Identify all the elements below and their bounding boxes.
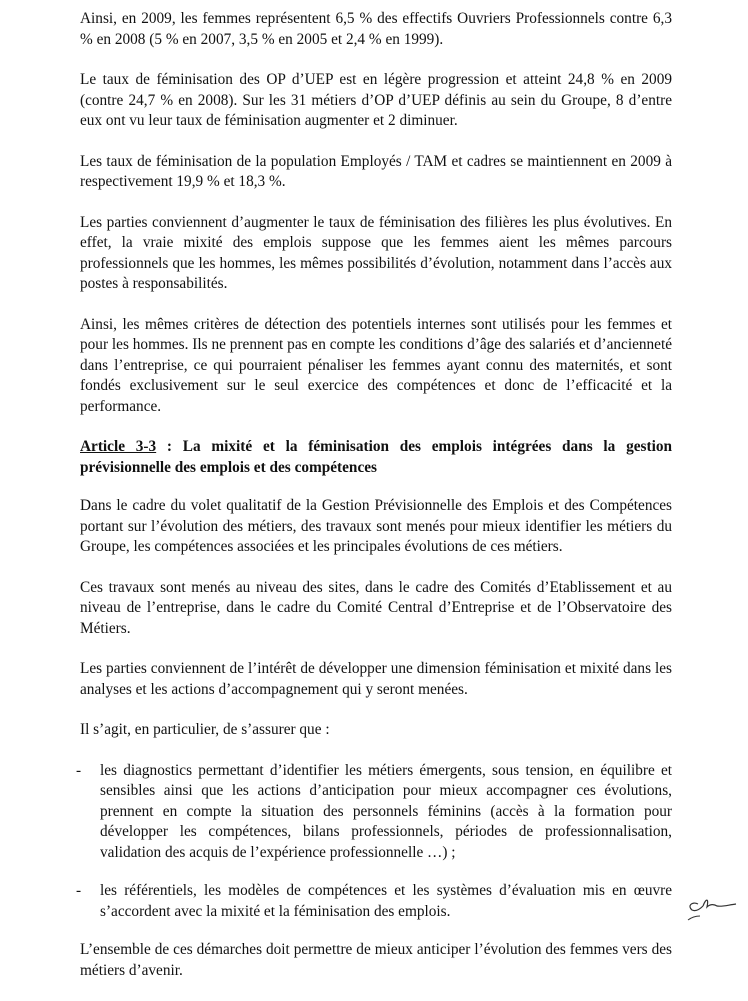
list-bullet: - — [76, 761, 82, 779]
paragraph-filieres-evolutives: Les parties conviennent d’augmenter le taux de féminisation des filières les plus évolutives. En effet, la vraie mixité des emplois suppose que les femmes aient les mêmes parcours professionnels que les hommes, les mêmes possibilités d’évolution, notamment dans l’accès aux postes à responsabilités. — [80, 213, 672, 292]
list-item-text: les diagnostics permettant d’identifier les métiers émergents, sous tension, en équilibre et sensibles ainsi que les actions d’anticipation pour mieux accompagner ces évolutions, prennent en compte la situation des personnels féminins (accès à la formation pour développer les compétences, bilans professionnels, périodes de professionnalisation, validation des acquis de l’expérience professionnelle …) ; — [100, 761, 672, 861]
list-item — [76, 881, 672, 922]
paragraph-dimension-feminisation: Les parties conviennent de l’intérêt de développer une dimension féminisation et mixité dans les analyses et les actions d’accompagnement qui y seront menées. — [80, 660, 672, 698]
list-bullet: - — [76, 882, 82, 899]
article-number: Article 3-3 — [80, 438, 157, 455]
signature-initials-icon — [684, 892, 744, 922]
paragraph-criteres-detection: Ainsi, les mêmes critères de détection des potentiels internes sont utilisés pour les femmes et pour les hommes. Ils ne prennent pas en compte les conditions d’âge des salariés et d’ancienneté dans l’entreprise, ce qui pourraient pénaliser les femmes ayant connu des maternités, et sont fondés exclusivement sur le seul exercice des compétences et donc de l’efficacité et la performance. — [80, 315, 672, 415]
article-title: : La mixité et la féminisation des emplois intégrées dans la gestion prévisionnelle des emplois et des compétences — [80, 438, 672, 476]
article-heading — [80, 437, 672, 478]
paragraph-travaux-sites: Ces travaux sont menés au niveau des sites, dans le cadre des Comités d’Etablissement et au niveau de l’entreprise, dans le cadre du Comité Central d’Entreprise et de l’Observatoire des Métiers. — [80, 578, 672, 637]
paragraph-list-intro: Il s’agit, en particulier, de s’assurer que : — [80, 721, 330, 738]
document-page — [76, 9, 672, 1001]
paragraph-closing: L’ensemble de ces démarches doit permettre de mieux anticiper l’évolution des femmes vers des métiers d’avenir. — [80, 941, 672, 979]
list-item — [76, 761, 672, 864]
requirements-list — [76, 761, 672, 923]
list-item-text: les référentiels, les modèles de compétences et les systèmes d’évaluation mis en œuvre s’accordent avec la mixité et la féminisation des emplois. — [100, 882, 672, 920]
paragraph-ouvriers-stats: Ainsi, en 2009, les femmes représentent 6,5 % des effectifs Ouvriers Professionnels contre 6,3 % en 2008 (5 % en 2007, 3,5 % en 2005 et 2,4 % en 1999). — [80, 10, 672, 48]
paragraph-employes-cadres-stats: Les taux de féminisation de la population Employés / TAM et cadres se maintiennent en 2009 à respectivement 19,9 % et 18,3 %. — [80, 152, 672, 190]
paragraph-op-uep-stats: Le taux de féminisation des OP d’UEP est en légère progression et atteint 24,8 % en 2009 (contre 24,7 % en 2008). Sur les 31 métiers d’OP d’UEP définis au sein du Groupe, 8 d’entre eux ont vu leur taux de féminisation augmenter et 2 diminuer. — [80, 71, 672, 129]
paragraph-gpec-cadre: Dans le cadre du volet qualitatif de la Gestion Prévisionnelle des Emplois et des Compétences portant sur l’évolution des métiers, des travaux sont menés pour mieux identifier les métiers du Groupe, les compétences associées et les principales évolutions de ces métiers. — [80, 497, 672, 555]
